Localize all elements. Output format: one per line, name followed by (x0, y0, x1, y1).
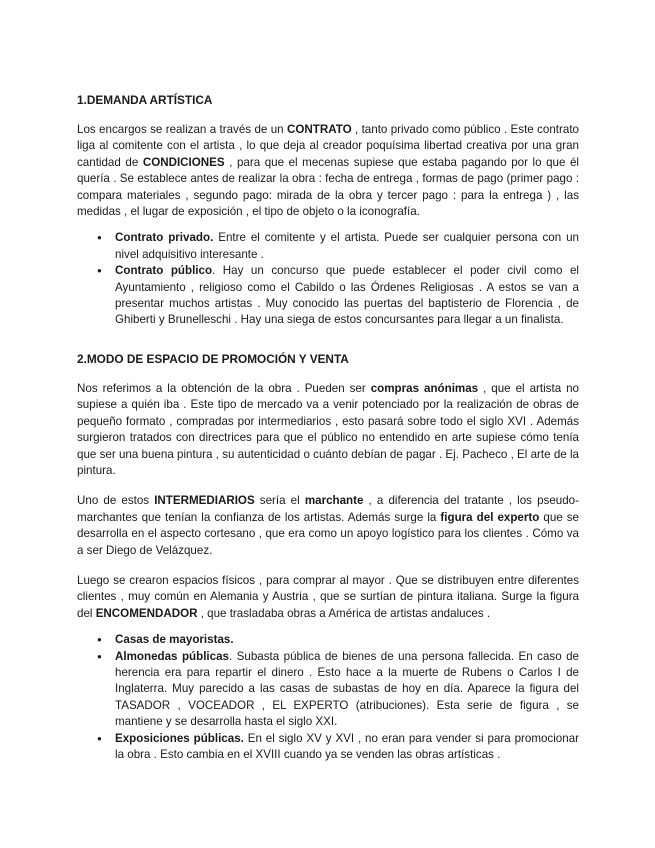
bold-text-run: Exposiciones públicas. (115, 731, 244, 745)
text-run: . Subasta pública de bienes de una persona fallecida. En caso de herencia era para repartir el dinero . Esto hace a la muerte de Rubens o Carlos I de Inglaterra. Muy parecido a las casas de subastas de hoy en día. Aparece la figura del TASADOR , VOCEADOR , EL EXPERTO (atribuciones). Esta serie de figura , se mantiene y se desarrolla hasta el siglo XXI. (115, 649, 579, 729)
section-1-paragraph (77, 122, 579, 220)
section-2-list (77, 632, 579, 763)
section-2-paragraph-2 (77, 493, 579, 559)
section-2-heading: 2.MODO DE ESPACIO DE PROMOCIÓN Y VENTA (77, 351, 349, 366)
bold-text-run: marchante (304, 494, 364, 508)
list-item-contrato-privado (77, 230, 579, 263)
text-run: En el siglo XV y XVI , no eran para vender si para promocionar la obra . Esto cambia en el XVIII cuando ya se venden las obras artísticas . (115, 731, 580, 761)
text-run: , que el artista no supiese a quién iba . Este tipo de mercado va a venir potenciado por la realización de obras de pequeño formato , compradas por intermediarios , esto pasará sobre todo el siglo XVI . Además surgieron tratados con directrices para que el público no entendido en arte supiese cómo tenía que ser una buena pintura , su autenticidad o cuánto debían de pagar . Ej. Pacheco , El arte de la pintura. (77, 381, 579, 477)
list-item-almonedas-publicas (77, 649, 579, 731)
list-item-exposiciones-publicas (77, 731, 579, 764)
bold-text-run: Contrato público (115, 264, 213, 278)
text-run: Entre el comitente y el artista. Puede ser cualquier persona con un nivel adquisitivo interesante . (115, 231, 579, 261)
bold-text-run: Contrato privado. (115, 231, 214, 245)
text-run: sería el (254, 494, 305, 508)
bold-text-run: ENCOMENDADOR (95, 606, 198, 620)
text-run: , para que el mecenas supiese que estaba pagando por lo que él quería . Se establece antes de realizar la obra : fecha de entrega , formas de pago (primer pago : compara materiales , segundo pago: mirada de la obra y tercer pago : para la entrega ) , las medidas , el lugar de exposición , el tipo de objeto o la iconografía. (77, 155, 580, 219)
section-1-heading: 1.DEMANDA ARTÍSTICA (77, 93, 213, 107)
section-1-list (77, 230, 579, 328)
list-item-contrato-publico (77, 263, 579, 329)
document-page (77, 92, 579, 763)
bold-text-run: CONDICIONES (142, 155, 225, 169)
bold-text-run: Casas de mayoristas. (115, 633, 234, 647)
bold-text-run: CONTRATO (287, 123, 352, 136)
text-run: . Hay un concurso que puede establecer el poder civil como el Ayuntamiento , religioso como el Cabildo o las Órdenes Religiosas . A estos se van a presentar muchos artistas . Muy conocido las puertas del baptisterio de Florencia , de Ghiberti y Brunelleschi . Hay una siega de estos concursantes para llegar a un finalista. (115, 264, 579, 327)
bold-text-run: INTERMEDIARIOS (154, 494, 255, 508)
text-run: Uno de estos (77, 494, 155, 508)
text-run: , que trasladaba obras a América de artistas andaluces . (197, 606, 491, 620)
section-2-paragraph-1 (77, 381, 579, 479)
bold-text-run: Almonedas públicas (115, 649, 229, 663)
text-run: Luego se crearon espacios físicos , para comprar al mayor . Que se distribuyen entre diferentes clientes , muy común en Alemania y Austria , que se surtían de pintura italiana. Surge la figura del (77, 573, 579, 620)
list-item-casas-mayoristas (77, 632, 579, 648)
text-run: , a diferencia del tratante , los pseudo-marchantes que tenían la confianza de los artistas. Además surge la (77, 494, 579, 524)
text-run: Los encargos se realizan a través de un (77, 123, 287, 136)
text-run: que se desarrolla en el aspecto cortesano , que era como un apoyo logístico para los clientes . Cómo va a ser Diego de Velázquez. (77, 510, 580, 557)
section-2-paragraph-3 (77, 573, 579, 622)
text-run: , tanto privado como público . Este contrato liga al comitente con el artista , lo que deja al creador poquísima libertad creativa por una gran cantidad de (77, 123, 580, 169)
bold-text-run: compras anónimas (370, 381, 479, 395)
bold-text-run: figura del experto (440, 510, 540, 524)
text-run: Nos referimos a la obtención de la obra . Pueden ser (77, 381, 371, 395)
